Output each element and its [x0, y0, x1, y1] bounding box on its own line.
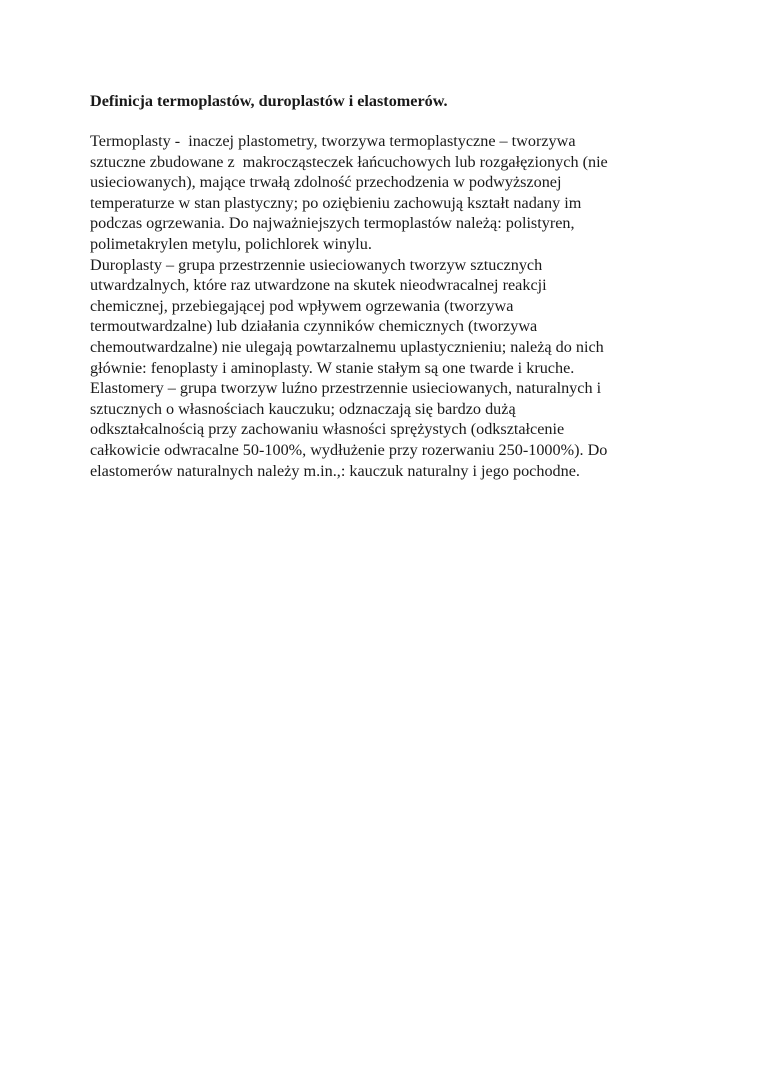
text-line: usieciowanych), mające trwałą zdolność przechodzenia w podwyższonej [90, 173, 562, 192]
text-line: polimetakrylen metylu, polichlorek winylu. [90, 234, 372, 253]
text-line: utwardzalnych, które raz utwardzone na skutek nieodwracalnej reakcji [90, 276, 547, 295]
text-line: chemoutwardzalne) nie ulegają powtarzalnemu uplastycznieniu; należą do nich [90, 337, 604, 356]
document-title: Definicja termoplastów, duroplastów i elastomerów. [90, 92, 448, 110]
document-body [90, 91, 680, 481]
document-text [90, 131, 680, 481]
text-line: Duroplasty – grupa przestrzennie usieciowanych tworzyw sztucznych [90, 255, 543, 274]
text-line: termoutwardzalne) lub działania czynników chemicznych (tworzywa [90, 317, 538, 336]
text-line: sztuczne zbudowane z makrocząsteczek łańcuchowych lub rozgałęzionych (nie [90, 152, 608, 171]
text-line: głównie: fenoplasty i aminoplasty. W stanie stałym są one twarde i kruche. [90, 358, 575, 377]
text-line: podczas ogrzewania. Do najważniejszych termoplastów należą: polistyren, [90, 214, 575, 233]
text-line: elastomerów naturalnych należy m.in.,: kauczuk naturalny i jego pochodne. [90, 461, 580, 480]
text-line: temperaturze w stan plastyczny; po oziębieniu zachowują kształt nadany im [90, 193, 582, 212]
text-line: chemicznej, przebiegającej pod wpływem ogrzewania (tworzywa [90, 296, 514, 315]
text-line: całkowicie odwracalne 50-100%, wydłużenie przy rozerwaniu 250-1000%). Do [90, 440, 608, 459]
text-line: sztucznych o własnościach kauczuku; odznaczają się bardzo dużą [90, 399, 516, 418]
text-line: Termoplasty - inaczej plastometry, tworzywa termoplastyczne – tworzywa [90, 132, 576, 150]
text-line: Elastomery – grupa tworzyw luźno przestrzennie usieciowanych, naturalnych i [90, 379, 602, 398]
text-line: odkształcalnością przy zachowaniu własności sprężystych (odkształcenie [90, 420, 565, 439]
